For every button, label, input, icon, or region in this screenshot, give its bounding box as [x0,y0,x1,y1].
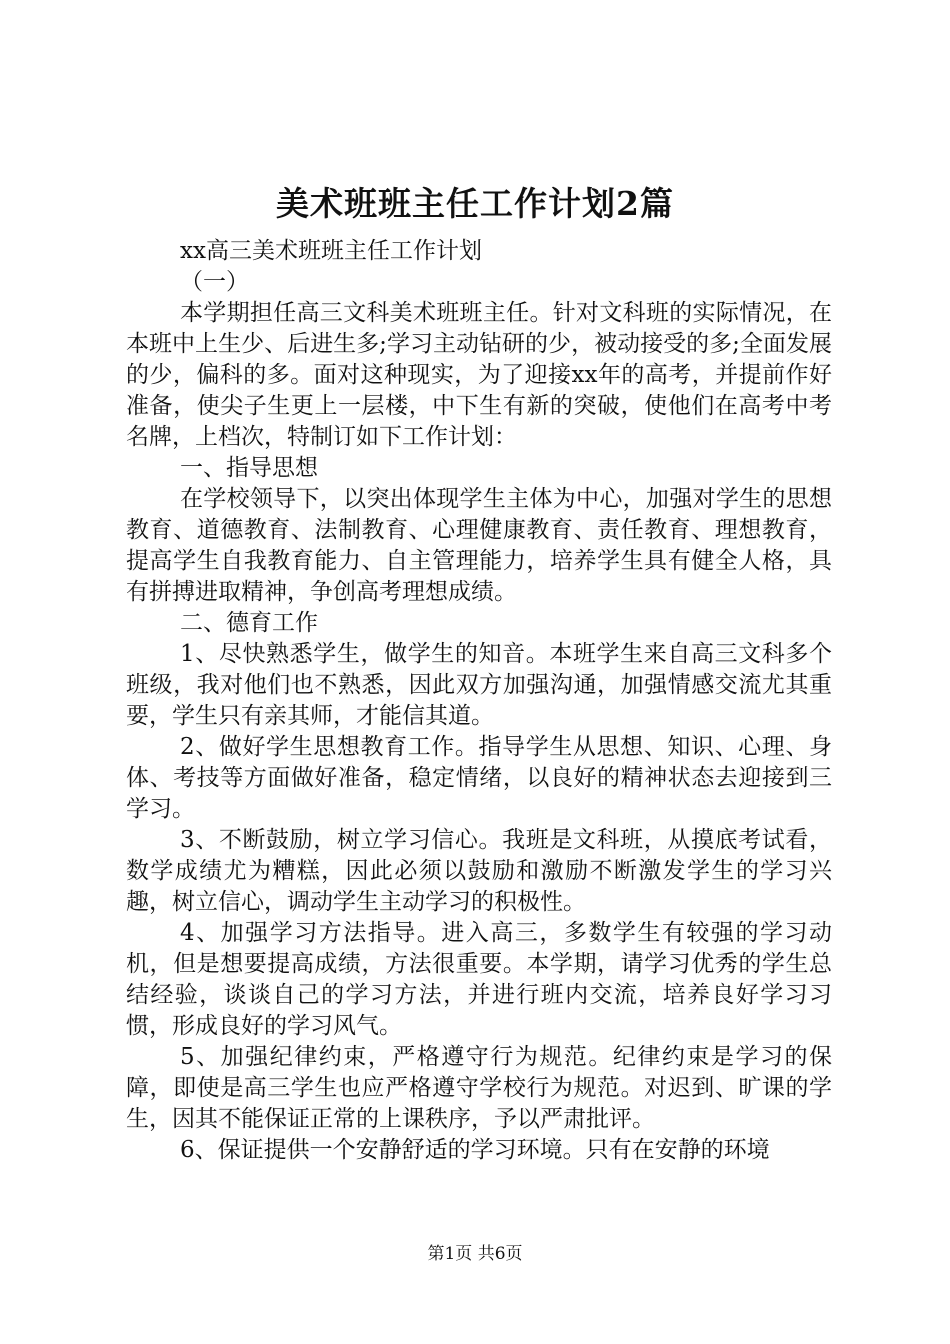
paragraph-item-1: 1、尽快熟悉学生，做学生的知音。本班学生来自高三文科多个班级，我对他们也不熟悉，因此双方加强沟通，加强情感交流尤其重要，学生只有亲其师，才能信其道。 [126,641,832,729]
page-number-footer: 第1页 共6页 [427,1244,523,1264]
paragraph-item-4: 4、加强学习方法指导。进入高三，多数学生有较强的学习动机，但是想要提高成绩，方法很重要。本学期，请学习优秀的学生总结经验，谈谈自己的学习方法，并进行班内交流，培养良好学习习惯，形成良好的学习风气。 [126,920,832,1039]
document-title: 美术班班主任工作计划2篇 [276,184,674,223]
heading-guiding-ideology: 一、指导思想 [180,455,318,481]
paragraph-item-5: 5、加强纪律约束，严格遵守行为规范。纪律约束是学习的保障，即使是高三学生也应严格遵守学校行为规范。对迟到、旷课的学生，因其不能保证正常的上课秩序，予以严肃批评。 [126,1044,832,1132]
document-body [126,236,832,1166]
paragraph-guiding-ideology: 在学校领导下，以突出体现学生主体为中心，加强对学生的思想教育、道德教育、法制教育、心理健康教育、责任教育、理想教育，提高学生自我教育能力、自主管理能力，培养学生具有健全人格，具有拼搏进取精神，争创高考理想成绩。 [126,486,832,605]
paragraph-item-6: 6、保证提供一个安静舒适的学习环境。只有在安静的环境 [180,1137,770,1163]
paragraph-intro: 本学期担任高三文科美术班班主任。针对文科班的实际情况，在本班中上生少、后进生多;学习主动钻研的少，被动接受的多;全面发展的少，偏科的多。面对这种现实，为了迎接xx年的高考，并提前作好准备，使尖子生更上一层楼，中下生有新的突破，使他们在高考中考名牌，上档次，特制订如下工作计划： [126,300,832,450]
paragraph-item-3: 3、不断鼓励，树立学习信心。我班是文科班，从摸底考试看，数学成绩尤为糟糕，因此必须以鼓励和激励不断激发学生的学习兴趣，树立信心，调动学生主动学习的积极性。 [126,827,832,915]
heading-moral-education: 二、德育工作 [180,610,318,636]
section-marker: （一） [180,269,249,295]
document-subtitle: xx高三美术班班主任工作计划 [180,238,482,264]
paragraph-item-2: 2、做好学生思想教育工作。指导学生从思想、知识、心理、身体、考技等方面做好准备，稳定情绪，以良好的精神状态去迎接到三学习。 [126,734,832,822]
